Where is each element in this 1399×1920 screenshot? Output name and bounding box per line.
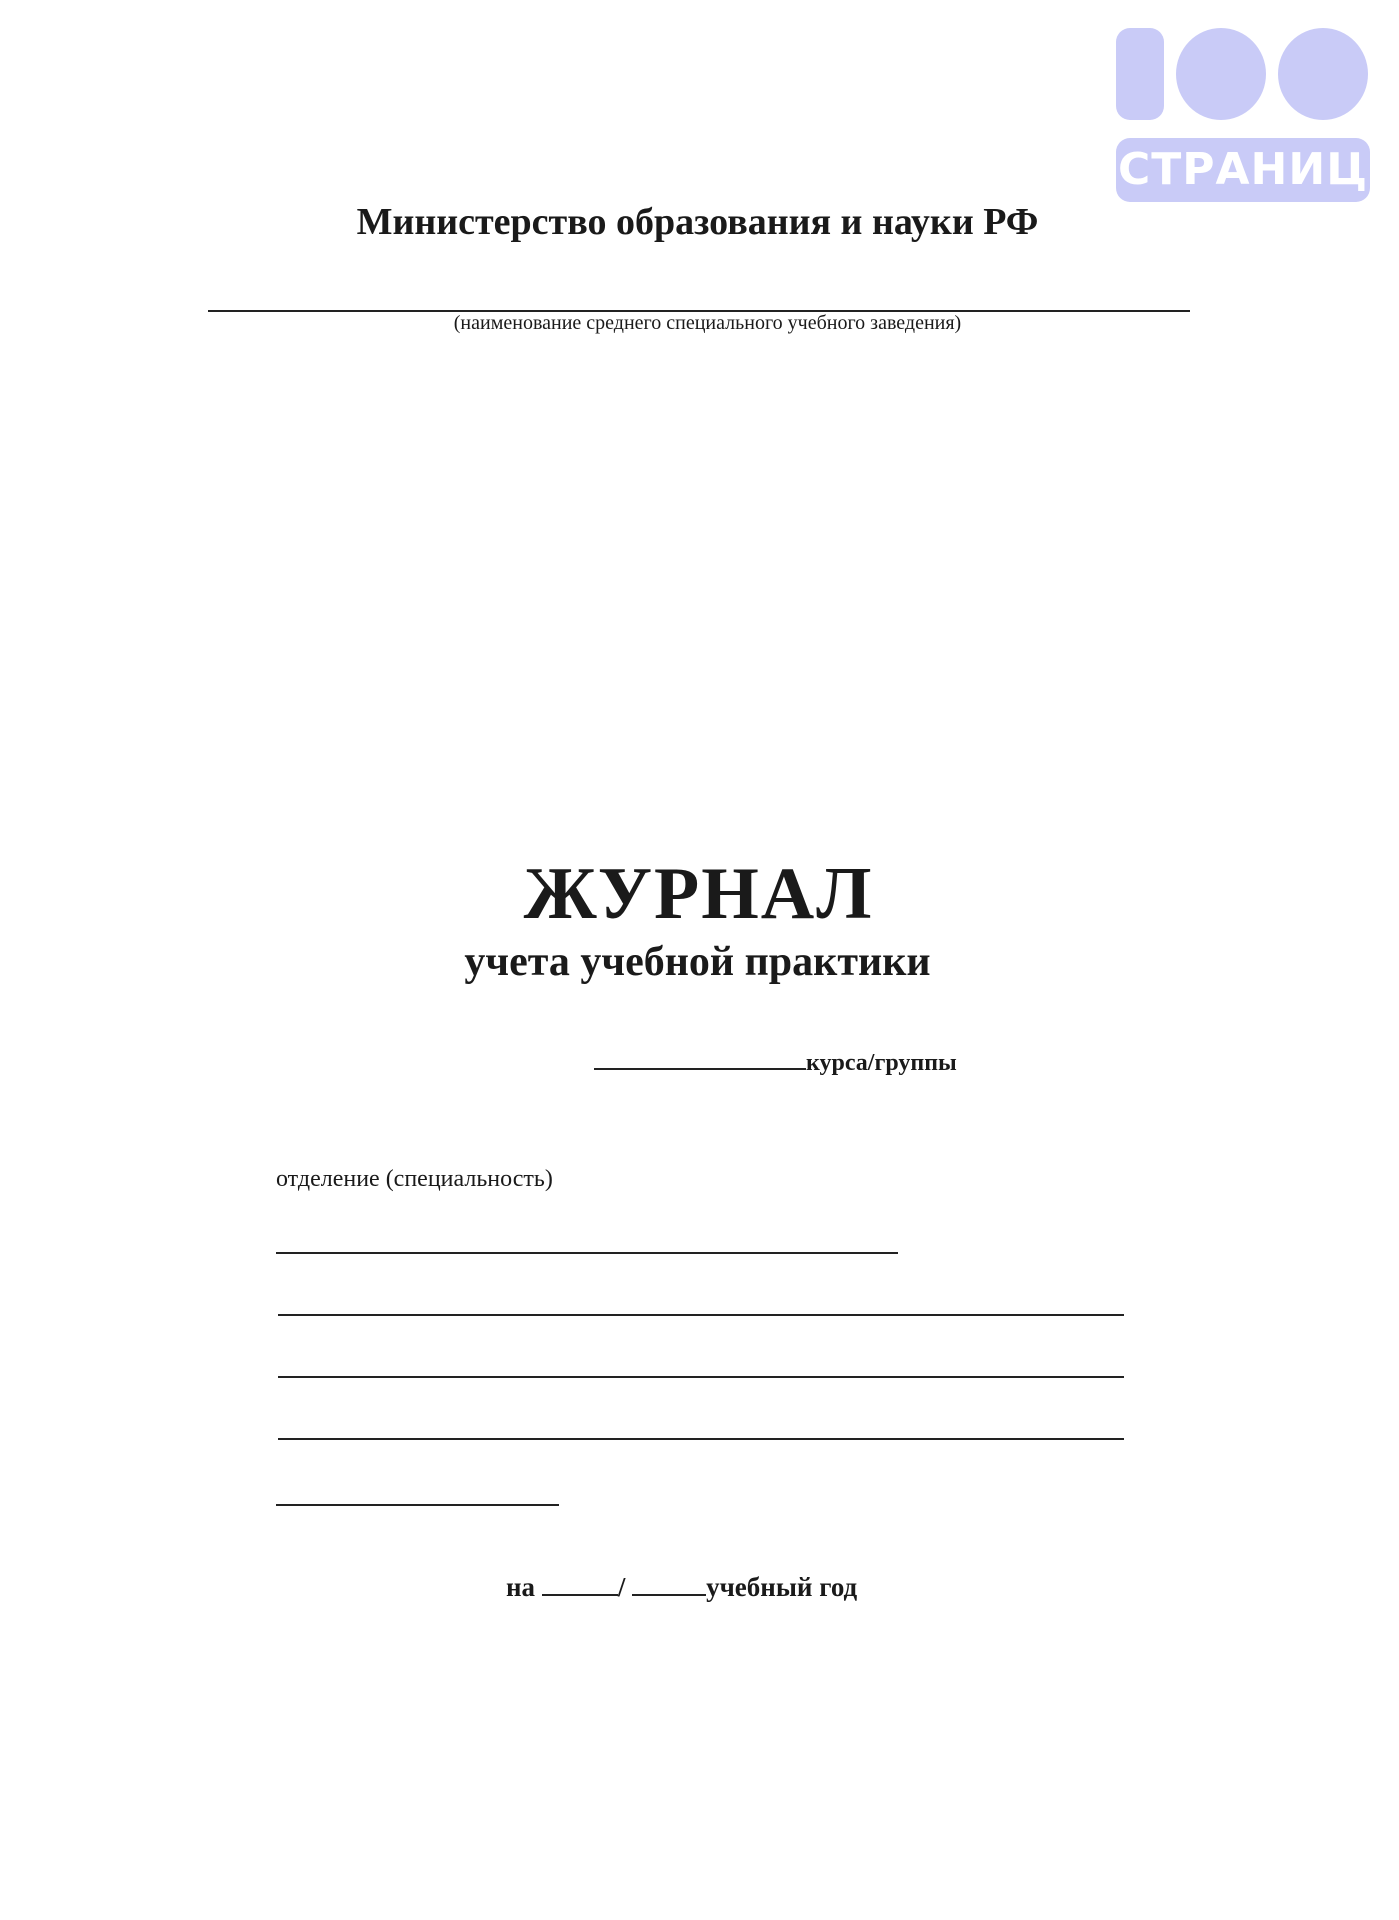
course-group-blank xyxy=(594,1044,806,1070)
department-line xyxy=(278,1438,1124,1440)
logo-word: СТРАНИЦ xyxy=(1116,138,1370,202)
ministry-heading: Министерство образования и науки РФ xyxy=(356,201,1039,243)
department-line xyxy=(278,1314,1124,1316)
department-line xyxy=(278,1376,1124,1378)
year-prefix: на xyxy=(506,1572,536,1602)
year-separator: / xyxy=(617,1572,626,1602)
logo-digit-zero xyxy=(1278,28,1368,120)
journal-title: ЖУРНАЛ xyxy=(523,853,874,935)
course-group-label: курса/группы xyxy=(806,1050,957,1076)
logo-digit-one xyxy=(1116,28,1164,120)
year-start-blank xyxy=(542,1568,618,1596)
year-suffix: учебный год xyxy=(706,1572,858,1602)
100-pages-logo xyxy=(1116,28,1370,206)
academic-year-field xyxy=(506,1568,857,1603)
year-end-blank xyxy=(632,1568,706,1596)
journal-subtitle: учета учебной практики xyxy=(464,939,931,985)
department-line xyxy=(276,1504,559,1506)
institution-caption: (наименование среднего специального учебного заведения) xyxy=(453,312,962,334)
course-group-field xyxy=(594,1044,957,1077)
logo-digit-zero xyxy=(1176,28,1266,120)
department-line xyxy=(276,1252,898,1254)
department-label: отделение (специальность) xyxy=(276,1166,553,1192)
